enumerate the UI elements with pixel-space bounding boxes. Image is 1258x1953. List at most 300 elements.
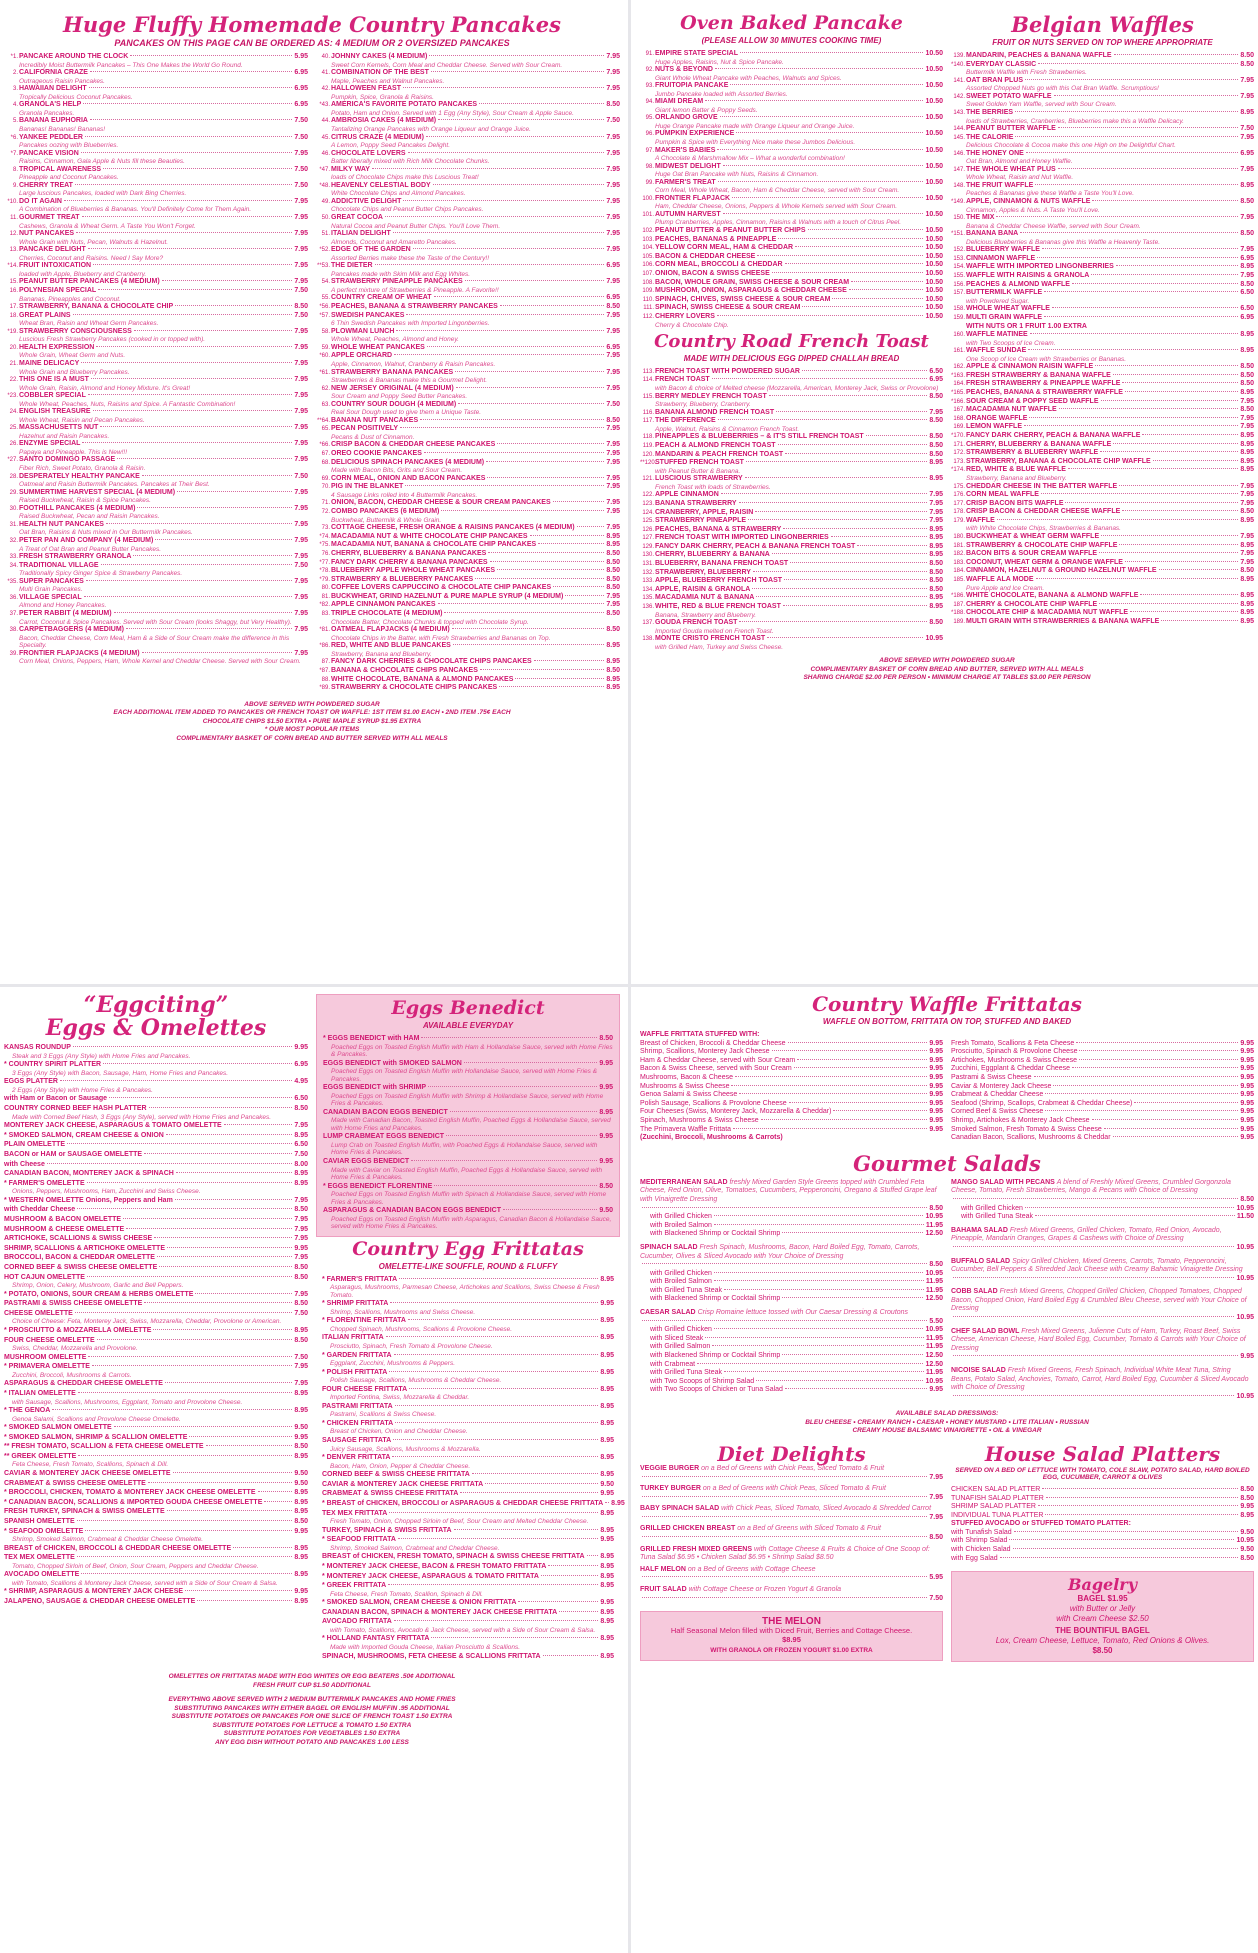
- item-row: [655, 296, 943, 305]
- item-row-name: TEX MEX FRITTATA: [322, 1509, 388, 1517]
- salad-price-row-price: 8.50: [929, 1204, 943, 1212]
- item-row-price: 7.95: [606, 53, 620, 61]
- item-row: [322, 1403, 614, 1412]
- item-row-name: FANCY DARK CHERRY, PEACH & BANANA WAFFLE: [966, 432, 1141, 440]
- item-row-dots: [393, 232, 605, 233]
- item-row-dots: [1068, 468, 1238, 469]
- item-row: [655, 313, 943, 322]
- item-row-price: 8.95: [929, 534, 943, 542]
- item-desc: Imported Fontina, Swiss, Mozzarella & Cheddar.: [330, 1394, 470, 1402]
- menu-item: [4, 1132, 308, 1141]
- item-desc: Feta Cheese, Fresh Tomato, Scallions, Spinach & Dill.: [12, 1461, 169, 1469]
- footer-line: ABOVE SERVED WITH POWDERED SUGAR: [244, 700, 380, 708]
- item-row: [4, 1226, 308, 1235]
- menu-item: [4, 1226, 308, 1235]
- menu-item: [316, 593, 620, 602]
- salad-price-row-dots: [953, 1198, 1238, 1199]
- item-row-name: FOOTHILL PANCAKES (4 MEDIUM): [19, 504, 136, 512]
- item-row-name: APPLE CINNAMON: [655, 491, 719, 499]
- item-row-name: Zucchini, Eggplant & Cheddar Cheese: [951, 1065, 1071, 1073]
- item-number: 9.: [12, 182, 18, 189]
- item-row: [655, 114, 943, 123]
- menu-item: [4, 117, 308, 133]
- menu-item: [951, 281, 1254, 290]
- item-row-dots: [500, 305, 605, 306]
- item-number: 179.: [953, 517, 965, 524]
- item-row-name: WAFFLE ALA MODE: [966, 575, 1034, 583]
- pancakes-subtitle: PANCAKES ON THIS PAGE CAN BE ORDERED AS: 4 MEDIUM OR 2 OVERSIZED PANCAKES: [114, 38, 510, 49]
- salad-price-row: [951, 1275, 1254, 1284]
- item-row-name: with Ham or Bacon or Sausage: [4, 1095, 108, 1103]
- item-row-dots: [1054, 95, 1239, 96]
- item-row-price: 8.95: [600, 1385, 614, 1393]
- menu-item: [640, 1091, 943, 1100]
- item-row-name: WAFFLE WITH IMPORTED LINGONBERRIES: [966, 263, 1114, 271]
- salad-sub-row: [640, 1222, 943, 1231]
- menu-item: [323, 1207, 613, 1231]
- item-row-price: 9.95: [1240, 1091, 1254, 1099]
- item-row-price: 7.95: [294, 520, 308, 528]
- salad-price-row-dots: [953, 1246, 1234, 1247]
- item-number: 167.: [953, 407, 965, 414]
- item-row-name: STRAWBERRY & BLUEBERRY PANCAKES: [331, 575, 474, 583]
- item-row-price: 7.95: [294, 424, 308, 432]
- item-row-dots: [1030, 333, 1239, 334]
- item-row-price: 7.95: [294, 1225, 308, 1233]
- diet-price-row: [640, 1494, 943, 1503]
- item-row-dots: [185, 1590, 292, 1591]
- salad-desc: Crisp Romaine lettuce tossed with Our Caesar Dressing & Croutons: [697, 1309, 909, 1317]
- item-row-price: 9.95: [1240, 1082, 1254, 1090]
- item-desc: Pastrami, Scallions & Swiss Cheese.: [330, 1411, 437, 1419]
- item-row: [966, 466, 1254, 475]
- item-desc: Giant Whole Wheat Pancake with Peaches, Walnuts and Spices.: [655, 74, 842, 82]
- item-number: 159.: [953, 314, 965, 321]
- eggs-omelettes-column: [4, 994, 308, 1665]
- item-row-dots: [778, 238, 923, 239]
- menu-item: [951, 1503, 1254, 1512]
- item-row-name: Genoa Salami & Swiss Cheese: [640, 1091, 738, 1099]
- menu-item: [640, 442, 943, 451]
- item-row-dots: [1130, 611, 1238, 612]
- item-row-name: CINNAMON, HAZELNUT & GROUND HAZELNUT WAFFLE: [966, 567, 1157, 575]
- item-row-name: CHERRY, BLUEBERRY & BANANA WAFFLE: [966, 440, 1112, 448]
- item-row-dots: [144, 1302, 292, 1303]
- menu-item: [316, 85, 620, 101]
- item-row-price: 9.95: [599, 1084, 613, 1092]
- salad-name: [951, 1367, 1254, 1393]
- item-row-dots: [1113, 1136, 1239, 1137]
- item-row-dots: [453, 644, 605, 645]
- item-row-price: 7.95: [294, 1380, 308, 1388]
- item-row-price: 9.95: [929, 1056, 943, 1064]
- salad-title: BAHAMA SALAD: [951, 1226, 1008, 1234]
- item-desc: 2 Eggs (Any Style) with Home Fries & Pancakes.: [12, 1086, 153, 1094]
- item-number: 161.: [953, 348, 965, 355]
- item-row-price: 7.95: [606, 69, 620, 77]
- item-number: *66.: [319, 442, 330, 449]
- item-row-name: CHERRY, BLUEBERRY & BANANA: [655, 551, 770, 559]
- item-row-name: CINNAMON WAFFLE: [966, 254, 1036, 262]
- item-row-price: 7.95: [606, 508, 620, 516]
- item-row-name: EGGS BENEDICT with SMOKED SALMON: [323, 1059, 462, 1067]
- item-row-dots: [428, 1086, 597, 1087]
- item-row: [331, 626, 620, 635]
- menu-item: [4, 1264, 308, 1273]
- item-row-dots: [393, 1439, 598, 1440]
- item-desc: with Two Scoops of Ice Cream.: [966, 339, 1056, 347]
- item-row-dots: [117, 458, 292, 459]
- menu-item: [640, 50, 943, 66]
- item-row-price: 8.95: [600, 1368, 614, 1376]
- item-row-dots: [1116, 265, 1239, 266]
- item-row-price: 7.50: [294, 472, 308, 480]
- item-number: 157.: [953, 290, 965, 297]
- menu-item: [640, 500, 943, 509]
- menu-item: [4, 1161, 308, 1170]
- item-row-price: 8.50: [606, 416, 620, 424]
- item-row-price: 10.50: [925, 146, 943, 154]
- menu-item: [323, 1060, 613, 1084]
- menu-item: [4, 610, 308, 626]
- item-number: 168.: [953, 415, 965, 422]
- menu-item: [951, 1074, 1254, 1083]
- item-number: *52.: [319, 247, 330, 254]
- item-row-dots: [1013, 1548, 1239, 1549]
- item-row-price: 10.50: [925, 304, 943, 312]
- menu-item: [951, 125, 1254, 134]
- menu-item: [316, 441, 620, 450]
- item-row-price: 8.95: [929, 542, 943, 550]
- item-row-price: 8.95: [599, 1108, 613, 1116]
- item-row-name: AUTUMN HARVEST: [655, 210, 721, 218]
- item-row: [4, 1354, 308, 1363]
- item-row-dots: [1029, 417, 1238, 418]
- item-row-dots: [788, 1042, 928, 1043]
- item-row-dots: [490, 561, 605, 562]
- waffle-frittatas-right: [951, 1040, 1254, 1143]
- item-row-price: 8.95: [600, 1553, 614, 1561]
- item-desc: Almonds, Coconut and Amaretto Pancakes.: [331, 238, 457, 246]
- item-row-dots: [785, 453, 927, 454]
- salads-left: [640, 1179, 943, 1407]
- item-row-dots: [849, 289, 924, 290]
- item-number: 46.: [321, 150, 330, 157]
- item-row-price: 8.95: [1240, 440, 1254, 448]
- item-row-name: PEACHES, BANANA & STRAWBERRY: [655, 525, 782, 533]
- item-row-price: 7.50: [1240, 125, 1254, 133]
- item-row: [966, 508, 1254, 517]
- item-row: [19, 626, 308, 635]
- item-row-dots: [1114, 54, 1239, 55]
- item-row-name: LUSCIOUS STRAWBERRY: [655, 475, 743, 483]
- item-row-name: * SMOKED SALMON, SHRIMP & SCALLION OMELETTE: [4, 1433, 188, 1441]
- item-row-name: EDGE OF THE GARDEN: [331, 246, 411, 254]
- salad-sub-row-price: 11.95: [925, 1334, 943, 1342]
- item-row-price: 10.50: [925, 312, 943, 320]
- item-row-dots: [736, 132, 923, 133]
- item-row-name: FRESH STRAWBERRY GRANOLA: [19, 553, 132, 561]
- item-row: [331, 303, 620, 312]
- menu-item: [640, 619, 943, 635]
- menu-item: [316, 550, 620, 559]
- item-row: [966, 415, 1254, 424]
- item-row-dots: [1059, 408, 1239, 409]
- item-number: 81.: [321, 593, 330, 600]
- item-row-dots: [426, 136, 604, 137]
- menu-item: [951, 52, 1254, 61]
- item-desc: Apple, Cinnamon, Walnut, Cranberry & Raisin Pancakes.: [331, 361, 496, 369]
- item-row-dots: [93, 410, 293, 411]
- item-row-dots: [997, 519, 1239, 520]
- item-row-name: Crabmeat & Cheddar Cheese: [951, 1091, 1044, 1099]
- item-row-dots: [717, 149, 923, 150]
- item-desc: White Chocolate Chips and Almond Pancakes.: [331, 190, 466, 198]
- item-row-price: 7.95: [606, 213, 620, 221]
- item-row-price: 8.95: [1240, 575, 1254, 583]
- item-row-name: APPLE, CINNAMON & NUTS WAFFLE: [966, 197, 1091, 205]
- item-row-dots: [153, 1329, 292, 1330]
- item-desc: with Tomato, Scallions & Monterey Jack Cheese, served with a Side of Sour Cream & Salsa.: [12, 1579, 278, 1587]
- salad-sub-row-dots: [712, 1345, 924, 1346]
- item-row-price: 8.50: [929, 585, 943, 593]
- item-row-name: BANANA NUT PANCAKES: [331, 416, 419, 424]
- item-row: [4, 1443, 308, 1452]
- item-number: 63.: [321, 401, 330, 408]
- item-row-name: WHOLE WHEAT PANCAKES: [331, 343, 425, 351]
- item-desc: Cashews, Granola & Wheat Germ. A Taste You Won't Forget.: [19, 222, 196, 230]
- item-row-name: OREO COOKIE PANCAKES: [331, 450, 422, 458]
- item-row-name: JALAPENO, SAUSAGE & CHEDDAR CHEESE OMELETTE: [4, 1598, 196, 1605]
- item-desc: Plump Cranberries, Apples, Cinnamon, Raisins & Walnuts with a touch of Citrus Peel.: [655, 219, 902, 227]
- item-row-price: 8.95: [1240, 609, 1254, 617]
- item-number: 109.: [642, 288, 654, 295]
- item-row-name: CORN MEAL, BROCCOLI & CHEDDAR: [655, 261, 783, 269]
- item-row-price: 10.95: [925, 635, 943, 643]
- item-row: [4, 1095, 308, 1104]
- item-desc: loads of Strawberries, Cranberries, Blueberries make this a Waffle Delicacy.: [966, 117, 1184, 125]
- item-row-price: 7.95: [606, 230, 620, 238]
- item-row-dots: [718, 181, 924, 182]
- item-row-name: FRENCH TOAST WITH IMPORTED LINGONBERRIES: [655, 534, 829, 542]
- diet-column: [640, 1441, 943, 1662]
- item-row-price: 7.95: [294, 1290, 308, 1298]
- menu-item: [322, 1369, 614, 1385]
- item-row: [655, 368, 943, 377]
- item-row: [322, 1510, 614, 1519]
- item-row-name: THE DIFFERENCE: [655, 417, 716, 425]
- item-row-price: 7.95: [606, 483, 620, 491]
- item-row-dots: [67, 1143, 292, 1144]
- item-row-price: 7.95: [294, 376, 308, 384]
- item-row-price: 6.50: [294, 1141, 308, 1149]
- item-row: [19, 578, 308, 587]
- menu-item: [4, 1518, 308, 1527]
- item-row-price: 8.50: [1240, 197, 1254, 205]
- item-row-name: FRENCH TOAST WITH POWDERED SUGAR: [655, 367, 800, 375]
- item-number: 94.: [645, 99, 654, 106]
- item-number: **64.: [316, 417, 330, 424]
- item-row-dots: [166, 1134, 293, 1135]
- item-row: [19, 489, 308, 498]
- menu-item: [640, 393, 943, 409]
- footer-line: FRESH FRUIT CUP $1.50 ADDITIONAL: [253, 1681, 371, 1689]
- menu-item: [4, 1380, 308, 1389]
- menu-item: [4, 505, 308, 521]
- item-row: [19, 594, 308, 603]
- item-row: [655, 409, 943, 418]
- item-row-dots: [731, 1085, 927, 1086]
- item-row-price: 8.95: [606, 642, 620, 650]
- menu-item: [951, 398, 1254, 407]
- item-row-price: 7.95: [606, 149, 620, 157]
- item-row: [331, 344, 620, 353]
- item-desc: Batter liberally mixed with Rich Milk Chocolate Chunks.: [331, 158, 490, 166]
- item-row: [655, 66, 943, 75]
- menu-item: [4, 1508, 308, 1517]
- item-number: 39.: [9, 650, 18, 657]
- menu-item: [951, 483, 1254, 492]
- item-row: [19, 360, 308, 369]
- salad-name: [951, 1258, 1254, 1275]
- item-row-name: SUPER PANCAKES: [19, 577, 84, 585]
- item-row-dots: [802, 306, 923, 307]
- item-row-dots: [97, 1339, 293, 1340]
- salad-item: [951, 1258, 1254, 1284]
- item-row-dots: [149, 1107, 293, 1108]
- item-row-price: 8.95: [294, 1389, 308, 1397]
- item-number: 20.: [9, 344, 18, 351]
- item-row-name: TROPICAL AWARENESS: [19, 165, 102, 173]
- melon-box: [640, 1611, 943, 1661]
- menu-item: [640, 577, 943, 586]
- footer-line: SUBSTITUTING PANCAKES WITH EITHER BAGEL OR ENGLISH MUFFIN .95 ADDITIONAL: [174, 1704, 450, 1712]
- item-row-name: NEW JERSEY ORIGINAL (4 MEDIUM): [331, 384, 454, 392]
- item-row-price: 8.95: [606, 658, 620, 666]
- item-row-price: 9.95: [929, 1039, 943, 1047]
- item-row-price: 7.95: [1240, 133, 1254, 141]
- menu-item: [640, 433, 943, 442]
- item-row-price: 8.50: [1240, 1485, 1254, 1493]
- item-row: [966, 331, 1254, 340]
- menu-item: [316, 533, 620, 542]
- item-row-price: 6.95: [1240, 254, 1254, 262]
- menu-item: [951, 214, 1254, 230]
- footer-line: * OUR MOST POPULAR ITEMS: [264, 726, 360, 734]
- item-row: [4, 1197, 308, 1206]
- item-row-price: 7.95: [1240, 272, 1254, 280]
- item-number: 169.: [953, 424, 965, 431]
- menu-item: [4, 328, 308, 344]
- item-row: [966, 150, 1254, 159]
- item-desc: Asparagus, Mushrooms, Parmesan Cheese, Artichokes and Scallions, Swiss Cheese & Fresh Tomato.: [330, 1284, 600, 1299]
- item-row-dots: [757, 255, 923, 256]
- item-row: [951, 1134, 1254, 1143]
- item-number: 184.: [953, 568, 965, 575]
- menu-item: [951, 1057, 1254, 1066]
- benedict-list: [323, 1035, 613, 1231]
- item-row-name: CRISP BACON BITS WAFFLE: [966, 499, 1064, 507]
- item-number: *57.: [319, 312, 330, 319]
- item-row-dots: [723, 165, 924, 166]
- item-desc: Sour Cream and Poppy Seed Butter Pancakes.: [331, 393, 468, 401]
- item-row-name: FANCY DARK CHERRIES & CHOCOLATE CHIPS PANCAKES: [331, 658, 532, 666]
- salad-sub-row-dots: [724, 1371, 924, 1372]
- item-row-name: WAFFLE MATINEE: [966, 331, 1028, 339]
- item-row-price: 8.50: [929, 417, 943, 425]
- diet-title: FRUIT SALAD: [640, 1586, 687, 1594]
- item-row-name: CRISP BACON & CHEDDAR CHEESE PANCAKES: [331, 441, 496, 449]
- item-row-dots: [497, 443, 604, 444]
- item-row-price: 8.95: [1240, 457, 1254, 465]
- item-row-name: TUNAFISH SALAD PLATTER: [951, 1494, 1044, 1502]
- item-row-dots: [705, 100, 923, 101]
- item-row: [4, 1161, 308, 1170]
- menu-item: [640, 526, 943, 535]
- item-number: *77.: [319, 559, 330, 566]
- menu-item: [316, 610, 620, 626]
- item-row: [4, 1518, 308, 1527]
- menu-item: [640, 1100, 943, 1109]
- diet-title: GRILLED FRESH MIXED GREENS: [640, 1545, 753, 1553]
- item-row-name: with Chicken Salad: [951, 1546, 1011, 1554]
- item-number: 160.: [953, 332, 965, 339]
- diet-house-columns: [640, 1441, 1254, 1662]
- item-row-dots: [408, 1319, 598, 1320]
- item-row-dots: [1161, 620, 1238, 621]
- salad-item: [640, 1244, 943, 1304]
- item-row-dots: [73, 314, 293, 315]
- salad-title: MANGO SALAD WITH PECANS: [951, 1178, 1055, 1186]
- item-name: STUFFED AVOCADO or STUFFED TOMATO PLATTER:: [951, 1520, 1131, 1528]
- item-row-name: COUNTRY SOUR DOUGH (4 MEDIUM): [331, 400, 457, 408]
- menu-item: [322, 1582, 614, 1598]
- item-row-dots: [85, 136, 292, 137]
- footer-line: CREAMY HOUSE BALSAMIC VINAIGRETTE • OIL & VINEGAR: [852, 1427, 1042, 1435]
- item-row-price: 8.50: [1240, 1494, 1254, 1502]
- item-number: 13.: [9, 247, 18, 254]
- menu-item: [322, 1334, 614, 1350]
- diet-name: [640, 1505, 943, 1514]
- menu-item: [640, 163, 943, 179]
- salad-sub-row: [640, 1352, 943, 1361]
- item-row-price: 9.95: [294, 1588, 308, 1596]
- item-row-dots: [406, 314, 604, 315]
- item-row-name: * SHRIMP FRITTATA: [322, 1300, 389, 1308]
- item-number: 144.: [953, 126, 965, 133]
- salad-desc: freshly Mixed Garden Style Greens topped with Crumbled Feta Cheese, Red Onion, Olive, Tomatoes, Cucumbers, Pepperoncini, Oregano & Stuffed Grape leaf with Vinaigrette Dressing: [640, 1178, 937, 1203]
- item-row-dots: [372, 168, 604, 169]
- item-row-price: 7.95: [294, 1196, 308, 1204]
- item-row-name: CHEDDAR CHEESE IN THE BATTER WAFFLE: [966, 482, 1118, 490]
- item-row-price: 6.50: [929, 367, 943, 375]
- item-number: 121.: [642, 476, 654, 483]
- item-row-dots: [1042, 248, 1238, 249]
- menu-item: [316, 134, 620, 150]
- item-row-price: 8.95: [1240, 181, 1254, 189]
- item-row-price: 8.95: [294, 1179, 308, 1187]
- item-row-price: 10.95: [1236, 1537, 1254, 1545]
- menu-item: [951, 331, 1254, 347]
- item-number: 124.: [642, 509, 654, 516]
- item-row-dots: [452, 628, 605, 629]
- item-number: 155.: [953, 273, 965, 280]
- menu-item: [322, 1609, 614, 1618]
- item-number: 24.: [9, 409, 18, 416]
- item-row-price: 8.50: [1240, 52, 1254, 60]
- item-row-name: THE HONEY ONE: [966, 149, 1024, 157]
- item-row: [322, 1499, 625, 1509]
